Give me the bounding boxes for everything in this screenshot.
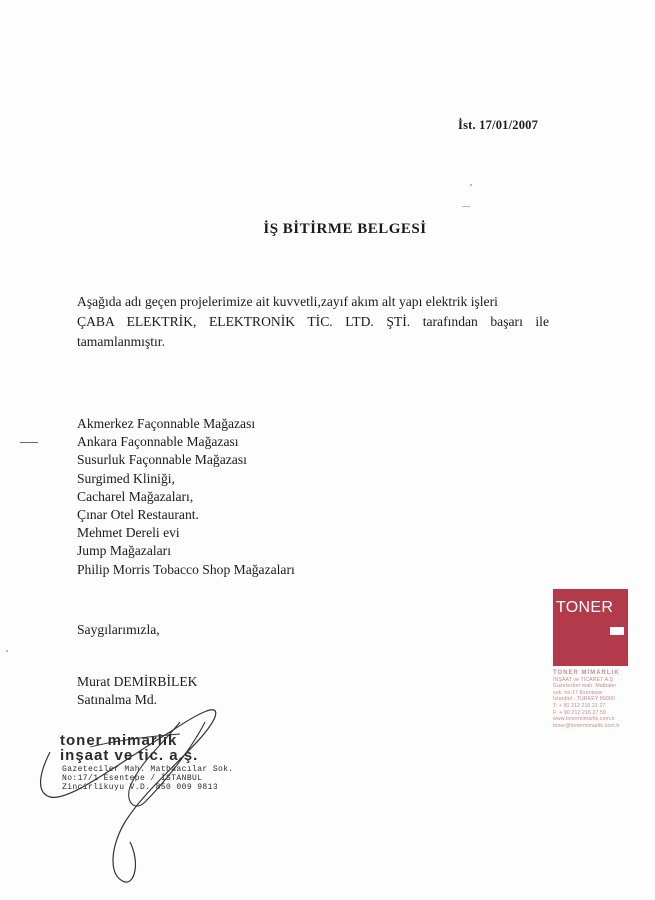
project-item: Jump Mağazaları <box>77 543 171 559</box>
stamp-line-3: Gazeteciler Mah. Matbaacılar Sok. <box>62 765 234 774</box>
intro-line-1: Aşağıda adı geçen projelerimize ait kuvvetli,zayıf akım alt yapı elektrik işleri <box>77 294 498 309</box>
intro-paragraph <box>77 292 549 352</box>
signer-role: Satınalma Md. <box>77 692 158 707</box>
handwritten-signature <box>30 692 240 892</box>
contact-line: toner@tonermimarlik.com.tr <box>553 722 620 729</box>
stamp-line-4: No:17/1 Esentepe / İSTANBUL <box>62 774 203 783</box>
intro-line-2: ÇABA ELEKTRİK, ELEKTRONİK TİC. LTD. ŞTİ. tarafından başarı ile <box>77 314 549 329</box>
contact-line: T: + 90 212 216 21 27 <box>553 702 606 709</box>
toner-logo <box>553 589 628 666</box>
scan-speck <box>470 184 472 186</box>
contact-line: www.tonermimarlik.com.tr <box>553 716 615 723</box>
scan-speck <box>462 206 470 207</box>
project-list <box>77 415 295 579</box>
project-item: Philip Morris Tobacco Shop Mağazaları <box>77 561 295 577</box>
contact-line: İstanbul - TURKEY 80000 <box>553 696 615 703</box>
stamp-line-5: Zincirlikuyu V.D. 850 009 9813 <box>62 783 219 792</box>
closing-salutation: Saygılarımızla, <box>77 622 160 637</box>
contact-line: Gazeteciler mah. Matbaler <box>553 683 617 690</box>
project-item: Mehmet Dereli evi <box>77 525 180 541</box>
project-item: Surgimed Kliniği, <box>77 470 175 486</box>
stamp-line-1: toner mimarlık <box>60 732 178 749</box>
project-item: Cacharel Mağazaları, <box>77 488 194 504</box>
signer-name: Murat DEMİRBİLEK <box>77 674 198 689</box>
letterhead-contact <box>553 670 633 729</box>
logo-text: TONER <box>556 599 614 616</box>
project-item: Akmerkez Façonnable Mağazası <box>77 416 256 431</box>
document-title-text: İŞ BİTİRME BELGESİ <box>263 221 427 237</box>
contact-line: sok. no:17 Esentepe <box>553 689 603 696</box>
document-title <box>0 221 655 238</box>
contact-line: F: + 90 212 216 27 59 <box>553 709 607 716</box>
margin-mark <box>20 442 38 443</box>
project-item: Ankara Façonnable Mağazası <box>77 434 239 450</box>
document-date: İst. 17/01/2007 <box>458 118 539 132</box>
contact-line: TONER MİMARLIK <box>553 670 620 676</box>
scan-speck <box>6 650 8 652</box>
intro-line-3: tamamlanmıştır. <box>77 334 165 349</box>
project-item: Susurluk Façonnable Mağazası <box>77 452 247 468</box>
stamp-line-2: inşaat ve tic. a.ş. <box>60 747 199 764</box>
project-item: Çınar Otel Restaurant. <box>77 507 199 523</box>
contact-line: İNŞAAT ve TİCARET A.Ş. <box>553 676 615 683</box>
logo-mark-block <box>610 635 628 647</box>
